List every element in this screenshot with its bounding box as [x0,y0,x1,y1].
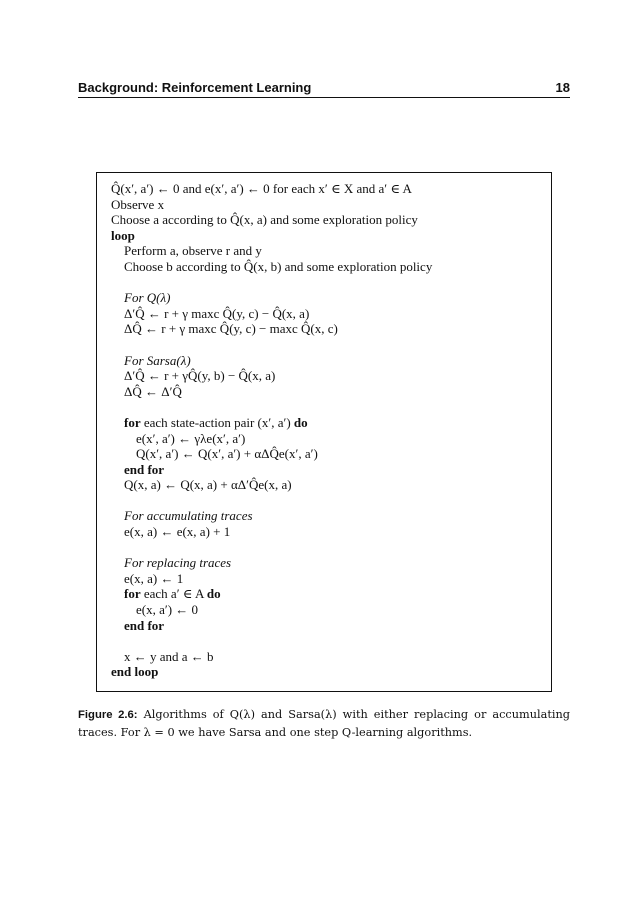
do-keyword: do [206,586,221,602]
algo-sarsa-line-1: Δ′Q̂ ← r + γQ̂(y, b) − Q̂(x, a) [124,368,276,384]
algo-choose-b-line: Choose b according to Q̂(x, b) and some exploration policy [124,258,433,274]
for-keyword: for [124,586,141,602]
algo-for-body-2: Q(x′, a′) ← Q(x′, a′) + αΔQ̂e(x′, a′) [136,446,318,462]
algo-replacing-heading: For replacing traces [124,555,232,571]
for-each-a-text: each a′ ∈ A [143,586,204,602]
caption-text: Algorithms of Q(λ) and Sarsa(λ) with either replacing or accumulating traces. For λ = 0 we have Sarsa and one step Q-learning algorithms. [78,708,571,739]
algo-loop-keyword: loop [111,227,135,243]
algo-accumulating-line: e(x, a) ← e(x, a) + 1 [124,524,231,540]
do-keyword: do [293,414,308,430]
algo-observe-line: Observe x [111,196,165,212]
algo-end-loop-keyword: end loop [111,664,159,680]
algo-replacing-for-body: e(x, a′) ← 0 [136,602,199,618]
algo-q-lambda-heading: For Q(λ) [124,290,171,306]
algo-choose-line: Choose a according to Q̂(x, a) and some exploration policy [111,212,418,228]
algo-perform-line: Perform a, observe r and y [124,243,262,259]
algo-init-line: Q̂(x′, a′) ← 0 and e(x′, a′) ← 0 for each x′ ∈ X and a′ ∈ A [111,181,412,196]
algo-q-lambda-line-1: Δ′Q̂ ← r + γ maxc Q̂(y, c) − Q̂(x, a) [124,305,310,321]
algo-for-each-pair-line [111,415,543,431]
algo-q-update-line: Q(x, a) ← Q(x, a) + αΔ′Q̂e(x, a) [124,477,292,493]
algo-for-body-1: e(x′, a′) ← γλe(x′, a′) [136,430,246,446]
algo-sarsa-line-2: ΔQ̂ ← Δ′Q̂ [124,383,182,399]
algo-replacing-line: e(x, a) ← 1 [124,570,184,586]
algorithm-box [96,172,552,692]
algorithm-listing [111,181,543,680]
for-keyword: for [124,414,141,430]
algo-q-lambda-line-2: ΔQ̂ ← r + γ maxc Q̂(y, c) − maxc Q̂(x, c) [124,321,338,337]
page-number: 18 [555,80,570,95]
figure-caption [78,706,570,741]
algo-accumulating-heading: For accumulating traces [124,508,253,524]
algo-end-for-1: end for [124,461,165,477]
header-rule [78,97,570,98]
algo-for-each-a-line [111,586,543,602]
algo-assign-line: x ← y and a ← b [124,648,214,664]
algo-end-for-2: end for [124,617,165,633]
for-each-pair-text: each state-action pair (x′, a′) [143,414,291,430]
algo-sarsa-heading: For Sarsa(λ) [124,352,191,368]
caption-label: Figure 2.6: [78,709,138,721]
page-header [78,80,570,98]
header-title: Background: Reinforcement Learning [78,80,312,95]
